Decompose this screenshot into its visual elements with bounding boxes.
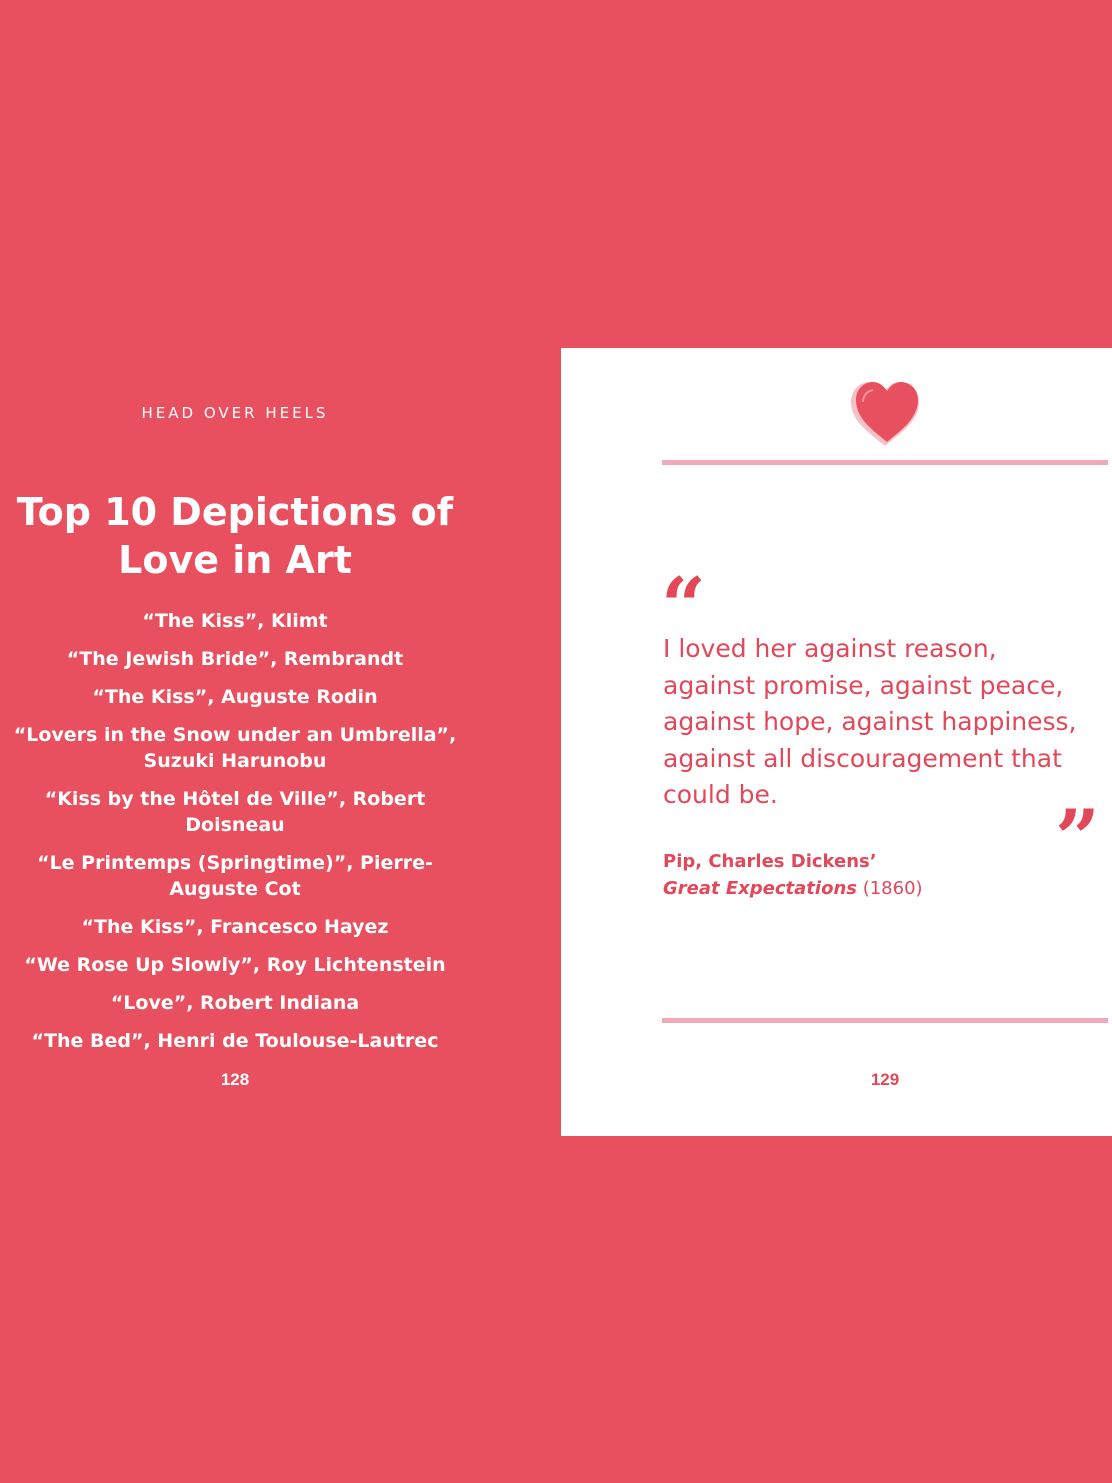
right-page (561, 348, 1112, 1136)
quote-line: could be. (663, 780, 778, 809)
quote-line: I loved her against reason, (663, 634, 997, 663)
quote-line: against promise, against peace, (663, 670, 1064, 700)
close-quote-icon: ” (1055, 793, 1100, 884)
list-item: “Le Printemps (Springtime)”, Pierre-Auguste Cot (37, 852, 433, 900)
attribution-work: Great Expectations (663, 878, 857, 899)
page-title-line-2: Love in Art (118, 538, 352, 582)
heart-icon (849, 376, 925, 448)
page-title-line-1: Top 10 Depictions of (16, 490, 454, 534)
page-number-right: 129 (870, 1070, 900, 1089)
list-item: “Love”, Robert Indiana (110, 992, 360, 1014)
page-title (0, 488, 470, 584)
list-item (0, 722, 470, 774)
list-item: “We Rose Up Slowly”, Roy Lichtenstein (24, 954, 446, 976)
page-number-left: 128 (220, 1070, 250, 1089)
list-item: “The Bed”, Henri de Toulouse-Lautrec (31, 1030, 439, 1052)
quote-line: against all discouragement that (663, 743, 1062, 773)
left-page (0, 348, 470, 1136)
divider-top (662, 460, 1108, 465)
list-item: “The Kiss”, Francesco Hayez (81, 916, 389, 938)
quote-text (663, 631, 1103, 814)
quote-attribution (663, 848, 1083, 902)
attribution-year: (1860) (856, 878, 923, 899)
list-item-line-2: Suzuki Harunobu (143, 750, 327, 772)
running-head: HEAD OVER HEELS (141, 404, 329, 422)
list-item-line-1: “Lovers in the Snow under an Umbrella”, (13, 724, 457, 746)
list-item: “The Jewish Bride”, Rembrandt (66, 648, 404, 670)
open-quote-icon: “ (661, 561, 706, 652)
attribution-author: Pip, Charles Dickens’ (663, 851, 877, 872)
art-list (0, 608, 470, 1066)
divider-bottom (662, 1018, 1108, 1023)
list-item: “The Kiss”, Auguste Rodin (92, 686, 378, 708)
list-item: “The Kiss”, Klimt (142, 610, 328, 632)
quote-line: against hope, against happiness, (663, 707, 1077, 736)
list-item: “Kiss by the Hôtel de Ville”, Robert Doisneau (44, 788, 426, 836)
